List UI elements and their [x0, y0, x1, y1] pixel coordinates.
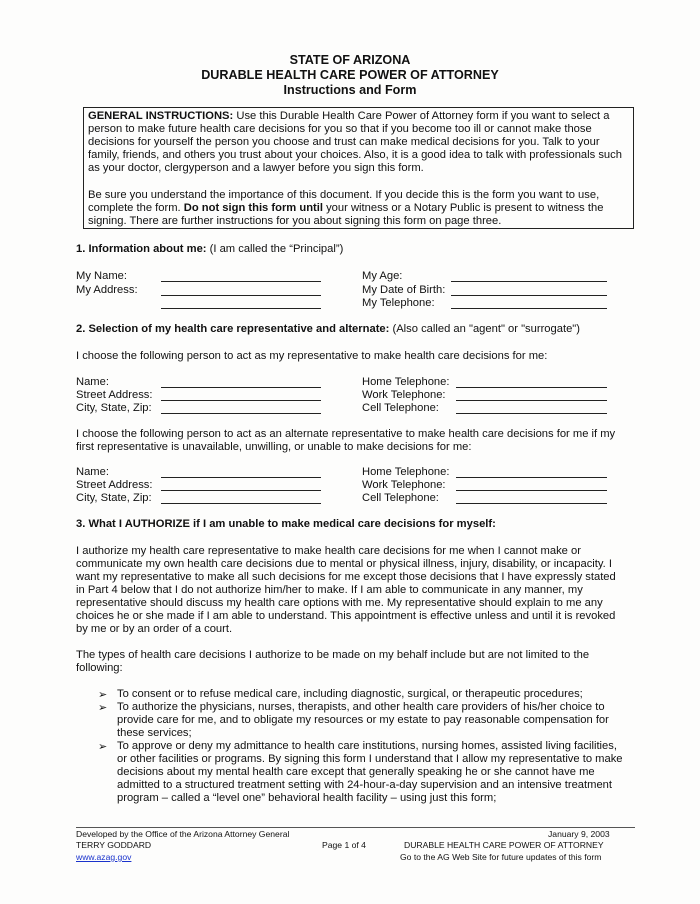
instructions-line: as your doctor, clergyperson and a lawyer before you sign this form.: [88, 162, 424, 174]
section-3-heading: 3. What I AUTHORIZE if I am unable to make medical care decisions for myself:: [76, 518, 496, 530]
my-age-field[interactable]: [451, 281, 607, 282]
bullet-text-line: provide care for me, and to obligate my resources or my estate to pay reasonable compensation for: [117, 714, 609, 726]
footer-developed-by: Developed by the Office of the Arizona Attorney General: [76, 829, 290, 839]
do-not-sign-warning: Do not sign this form until: [183, 202, 323, 214]
alt-city-field[interactable]: [161, 503, 321, 504]
rep-home-tel-field[interactable]: [456, 387, 607, 388]
rep-work-tel-field[interactable]: [456, 400, 607, 401]
footer-attorney-name: TERRY GODDARD: [76, 840, 152, 850]
alt-street-field[interactable]: [161, 490, 321, 491]
bullet-text-line: To authorize the physicians, nurses, therapists, and other health care providers of his/her choice to: [117, 701, 605, 713]
decision-types-line: The types of health care decisions I authorize to be made on my behalf include but are not limited to the: [76, 649, 590, 661]
instructions-line: decisions for yourself the person you choose and trust can make medical decisions for you. Talk to your: [88, 136, 600, 148]
instructions-line: family, friends, and others you trust about your choices. Also, it is a good idea to talk with professionals such: [88, 149, 622, 161]
representative-intro: I choose the following person to act as my representative to make health care decisions for me:: [76, 350, 548, 362]
my-telephone-field[interactable]: [451, 308, 607, 309]
rep-name-field[interactable]: [161, 387, 321, 388]
alt-cell-tel-field[interactable]: [456, 503, 607, 504]
authorize-para-line: choices he or she made if I am able to understand. This appointment is effective unless and until it is revoked: [76, 610, 616, 622]
alt-street-label: Street Address:: [76, 479, 153, 491]
bullet-text-line: To approve or deny my admittance to health care institutions, nursing homes, assisted living facilities,: [117, 740, 617, 752]
footer-divider: [76, 827, 635, 828]
alt-home-tel-field[interactable]: [456, 477, 607, 478]
my-address-field-2[interactable]: [161, 308, 321, 309]
rep-home-tel-label: Home Telephone:: [362, 376, 450, 388]
alt-name-field[interactable]: [161, 477, 321, 478]
alt-cell-tel-label: Cell Telephone:: [362, 492, 439, 504]
alternate-intro-line: I choose the following person to act as an alternate representative to make health care decisions for me if my: [76, 428, 616, 440]
footer-doc-title: DURABLE HEALTH CARE POWER OF ATTORNEY: [404, 840, 604, 850]
alternate-intro-line: first representative is unavailable, unwilling, or unable to make decisions for me:: [76, 441, 472, 453]
footer-updates-note: Go to the AG Web Site for future updates of this form: [400, 852, 602, 862]
rep-name-label: Name:: [76, 376, 109, 388]
my-telephone-label: My Telephone:: [362, 297, 435, 309]
authorize-para-line: representative should discuss my health care options with me. My representative should explain to me any: [76, 597, 603, 609]
rep-street-label: Street Address:: [76, 389, 153, 401]
my-name-label: My Name:: [76, 270, 127, 282]
alt-city-label: City, State, Zip:: [76, 492, 152, 504]
authorize-para-line: communicate my own health care decisions due to mental or physical illness, injury, disability, or incapacity. I: [76, 558, 612, 570]
instructions-line: complete the form. Do not sign this form until your witness or a Notary Public is present to witness the: [88, 202, 604, 214]
bullet-text-line: decisions about my mental health care except that generally speaking he or she cannot have me: [117, 766, 595, 778]
alt-name-label: Name:: [76, 466, 109, 478]
bullet-text-line: or other facilities or programs. By signing this form I understand that I allow my representative to make: [117, 753, 623, 765]
bullet-text-line: program – called a “level one” behavioral health facility – using just this form;: [117, 792, 497, 804]
my-age-label: My Age:: [362, 270, 403, 282]
alt-home-tel-label: Home Telephone:: [362, 466, 450, 478]
footer-website-link[interactable]: www.azag.gov: [76, 852, 132, 862]
instructions-line: GENERAL INSTRUCTIONS: Use this Durable Health Care Power of Attorney form if you want to select a: [88, 110, 610, 122]
rep-cell-tel-label: Cell Telephone:: [362, 402, 439, 414]
my-name-field[interactable]: [161, 281, 321, 282]
alt-work-tel-field[interactable]: [456, 490, 607, 491]
authorize-para-line: I authorize my health care representative to make health care decisions for me when I cannot make or: [76, 545, 581, 557]
instructions-line: signing. There are further instructions for you about signing this form on page three.: [88, 215, 502, 227]
my-address-label: My Address:: [76, 284, 138, 296]
bullet-text-line: these services;: [117, 727, 192, 739]
my-dob-field[interactable]: [451, 295, 607, 296]
arrow-bullet-icon: ➢: [98, 741, 108, 753]
authorize-para-line: by me or by an order of a court.: [76, 623, 233, 635]
bullet-text-line: admitted to a structured treatment setting with 24-hour-a-day supervision and an intensive treatment: [117, 779, 612, 791]
section-2-heading: 2. Selection of my health care representative and alternate: (Also called an "agent" or "surrogate"): [76, 323, 581, 335]
arrow-bullet-icon: ➢: [98, 702, 108, 714]
authorize-para-line: want my representative to make all such decisions for me except those decisions that I have expressly stated: [76, 571, 616, 583]
alt-work-tel-label: Work Telephone:: [362, 479, 446, 491]
bullet-text-line: To consent or to refuse medical care, including diagnostic, surgical, or therapeutic procedures;: [117, 688, 583, 700]
rep-street-field[interactable]: [161, 400, 321, 401]
footer-date: January 9, 2003: [548, 829, 610, 839]
instructions-line: Be sure you understand the importance of this document. If you decide this is the form you want to use,: [88, 189, 600, 201]
arrow-bullet-icon: ➢: [98, 689, 108, 701]
decision-types-line: following:: [76, 662, 123, 674]
my-dob-label: My Date of Birth:: [362, 284, 446, 296]
header-title: DURABLE HEALTH CARE POWER OF ATTORNEY: [201, 68, 499, 82]
section-1-heading: 1. Information about me: (I am called the “Principal”): [76, 243, 344, 255]
footer-page-number: Page 1 of 4: [322, 840, 366, 850]
rep-cell-tel-field[interactable]: [456, 413, 607, 414]
authorize-para-line: in Part 4 below that I do not authorize him/her to make. If I am able to communicate in any manner, my: [76, 584, 583, 596]
rep-city-label: City, State, Zip:: [76, 402, 152, 414]
header-subtitle: Instructions and Form: [283, 83, 417, 97]
my-address-field[interactable]: [161, 295, 321, 296]
header-state: STATE OF ARIZONA: [289, 53, 411, 67]
rep-city-field[interactable]: [161, 413, 321, 414]
instructions-label: GENERAL INSTRUCTIONS:: [88, 110, 234, 122]
instructions-line: person to make future health care decisions for you so that if you become too ill or cannot make those: [88, 123, 592, 135]
rep-work-tel-label: Work Telephone:: [362, 389, 446, 401]
